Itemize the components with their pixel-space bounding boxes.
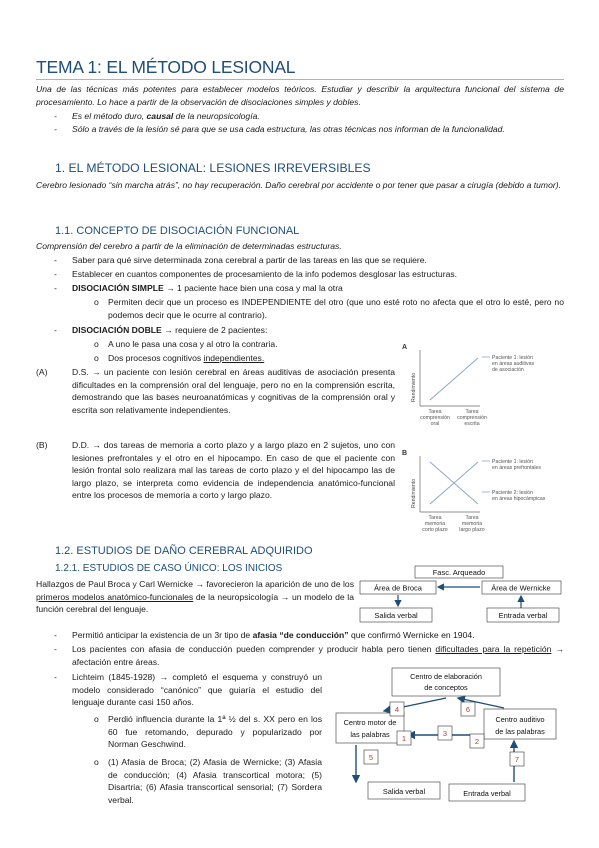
section-1-heading: 1. EL MÉTODO LESIONAL: LESIONES IRREVERSIBLES xyxy=(55,161,371,175)
figure-b-double-dissociation xyxy=(400,446,570,538)
salida-verbal-2-label: Salida verbal xyxy=(382,787,426,796)
svg-text:Tareacomprensiónoral: Tarea comprensión oral xyxy=(420,409,450,427)
case-b-text: D.D. → dos tareas de memoria a corto plazo y a largo plazo en 2 sujetos, uno con lesiones prefrontales y el otro en el hipocampo. En caso de que el paciente con lesión frontal solo realizara mal las tareas de corto plazo y el del hipocampo las de largo plazo, se interpreta como evidencia de independencia anatómico-funcional entre los procesos de memoria a corto y largo plazo. xyxy=(72,440,395,500)
figure-a-patient-line xyxy=(430,358,478,400)
intro-paragraph: Una de las técnicas más potentes para establecer modelos teóricos. Estudiar y describir la arquitectura funcional del sistema de procesamiento. Lo hace a partir de la observación de disociaciones simples y dobles. xyxy=(36,84,564,107)
num-2: 2 xyxy=(474,737,480,746)
svg-text:Tareamemorialargo plazo: Tarea memoria largo plazo xyxy=(459,515,485,533)
bullet-componentes: - Establecer en cuantos componentes de procesamiento de la info podemos desglosar las estructuras. xyxy=(54,269,458,279)
intro-bullet-1: - Es el método duro, causal de la neuropsicología. xyxy=(54,111,260,121)
fasc-arqueado-label: Fasc. Arqueado xyxy=(432,568,486,577)
title-divider xyxy=(36,79,564,80)
svg-text:Paciente 2: lesiónen áreas hip: Paciente 2: lesión en áreas hipocámpicas xyxy=(492,490,546,502)
section-1-2-1-paragraph: Hallazgos de Paul Broca y Carl Wernicke → favorecieron la aparición de uno de los primeros modelos anatómico-funcionales de la neuropsicología → un modelo de la función cerebral del lenguaje. xyxy=(36,579,354,614)
svg-text:Tareacomprensiónescrita: Tarea comprensión escrita xyxy=(457,409,487,427)
section-1-2-1-heading: 1.2.1. ESTUDIOS DE CASO ÚNICO: LOS INICIOS xyxy=(55,563,283,574)
sub-doble-1: o A uno le pasa una cosa y al otro la contraria. xyxy=(94,339,278,349)
entrada-verbal-label: Entrada verbal xyxy=(498,611,548,620)
sub-afasias-list: o (1) Afasia de Broca; (2) Afasia de Wernicke; (3) Afasia de conducción; (4) Afasia transcortical motora; (5) Disartria; (6) Afasia transcortical sensorial; (7) Sordera verbal. xyxy=(94,757,322,805)
intro-bullet-2: - Sólo a través de la lesión sé para que se usa cada estructura, las otras técnicas nos informan de la funcionalidad. xyxy=(54,124,505,134)
broca-wernicke-diagram xyxy=(358,564,563,626)
num-7: 7 xyxy=(514,755,520,764)
page-title: TEMA 1: EL MÉTODO LESIONAL xyxy=(36,57,296,77)
case-a-label: (A) xyxy=(36,367,48,377)
num-3: 3 xyxy=(442,729,448,738)
bullet-repeticion: - Los pacientes con afasia de conducción pueden comprender y producir habla pero tienen dificultades para la repetición → afectación entre áreas. xyxy=(54,644,564,667)
num-1: 1 xyxy=(401,734,407,743)
centro-motor-label: Centro motor de las palabras xyxy=(343,718,397,739)
section-1-1-subtitle: Comprensión del cerebro a partir de la eliminación de determinadas estructuras. xyxy=(36,241,342,251)
figure-b-letter: B xyxy=(402,450,408,457)
sub-disociacion-simple: o Permiten decir que un proceso es INDEPENDIENTE del otro (que uno esté roto no afecta que el otro lo esté, pero no podemos decir que le ocurre al contrario). xyxy=(94,297,564,320)
figure-a-letter: A xyxy=(402,344,408,351)
section-1-1-heading: 1.1. CONCEPTO DE DISOCIACIÓN FUNCIONAL xyxy=(55,225,300,237)
sub-doble-2: o Dos procesos cognitivos independientes. xyxy=(94,353,265,363)
case-b-label: (B) xyxy=(36,440,48,450)
svg-text:Paciente 1: lesiónen áreas pre: Paciente 1: lesión en áreas prefrontales xyxy=(492,459,542,471)
centro-conceptos-label: Centro de elaboración de conceptos xyxy=(410,672,482,692)
svg-text:Tareamemoriacorto plazo: Tarea memoria corto plazo xyxy=(422,515,448,533)
sub-geschwind: o Perdió influencia durante la 1ª ½ del s. XX pero en los 60 fue retomando, depurado y popularizado por Norman Geschwind. xyxy=(94,714,322,749)
entrada-verbal-2-label: Entrada verbal xyxy=(463,789,511,798)
section-1-text: Cerebro lesionado “sin marcha atrás”, no hay recuperación. Daño cerebral por accidente o por tener que pasar a cirugía (debido a tumor). xyxy=(36,180,561,190)
svg-text:Paciente 1: lesiónen áreas aud: Paciente 1: lesión en áreas auditivas de asociación xyxy=(492,355,535,373)
section-1-2-heading: 1.2. ESTUDIOS DE DAÑO CEREBRAL ADQUIRIDO xyxy=(55,545,313,557)
num-4: 4 xyxy=(394,705,400,714)
num-6: 6 xyxy=(465,705,471,714)
num-5: 5 xyxy=(368,753,374,762)
bullet-disociacion-simple: - DISOCIACIÓN SIMPLE → 1 paciente hace bien una cosa y mal la otra xyxy=(54,283,343,293)
figure-a-ylabel: Rendimiento xyxy=(411,372,417,402)
bullet-afasia-conduccion: - Permitió anticipar la existencia de un 3r tipo de afasia “de conducción” que confirmó Wernicke en 1904. xyxy=(54,630,475,640)
case-a-text: D.S. → un paciente con lesión cerebral en áreas auditivas de asociación presenta dificultades en la comprensión oral del lenguaje, pero no en la comprensión escrita, demostrando que las bases neuroanatómicas y cognitivas de la comprensión oral y escrita son relativamente independientes. xyxy=(72,367,395,415)
wernicke-label: Área de Wernicke xyxy=(491,583,551,593)
salida-verbal-label: Salida verbal xyxy=(374,611,418,620)
broca-label: Área de Broca xyxy=(374,583,422,593)
figure-a-simple-dissociation xyxy=(400,340,570,432)
bullet-disociacion-doble: - DISOCIACIÓN DOBLE → requiere de 2 pacientes: xyxy=(54,325,268,335)
centro-auditivo-label: Centro auditivo de las palabras xyxy=(495,715,545,736)
bullet-lichteim: - Lichteim (1845-1928) → completó el esquema y construyó un modelo considerado “canónico” que guiaría el estudio del lenguaje durante casi 150 años. xyxy=(54,672,322,707)
lichteim-diagram xyxy=(334,664,564,804)
figure-b-ylabel: Rendimiento xyxy=(411,478,417,508)
bullet-zona-cerebral: - Saber para qué sirve determinada zona cerebral a partir de las tareas en las que se requiere. xyxy=(54,255,427,265)
